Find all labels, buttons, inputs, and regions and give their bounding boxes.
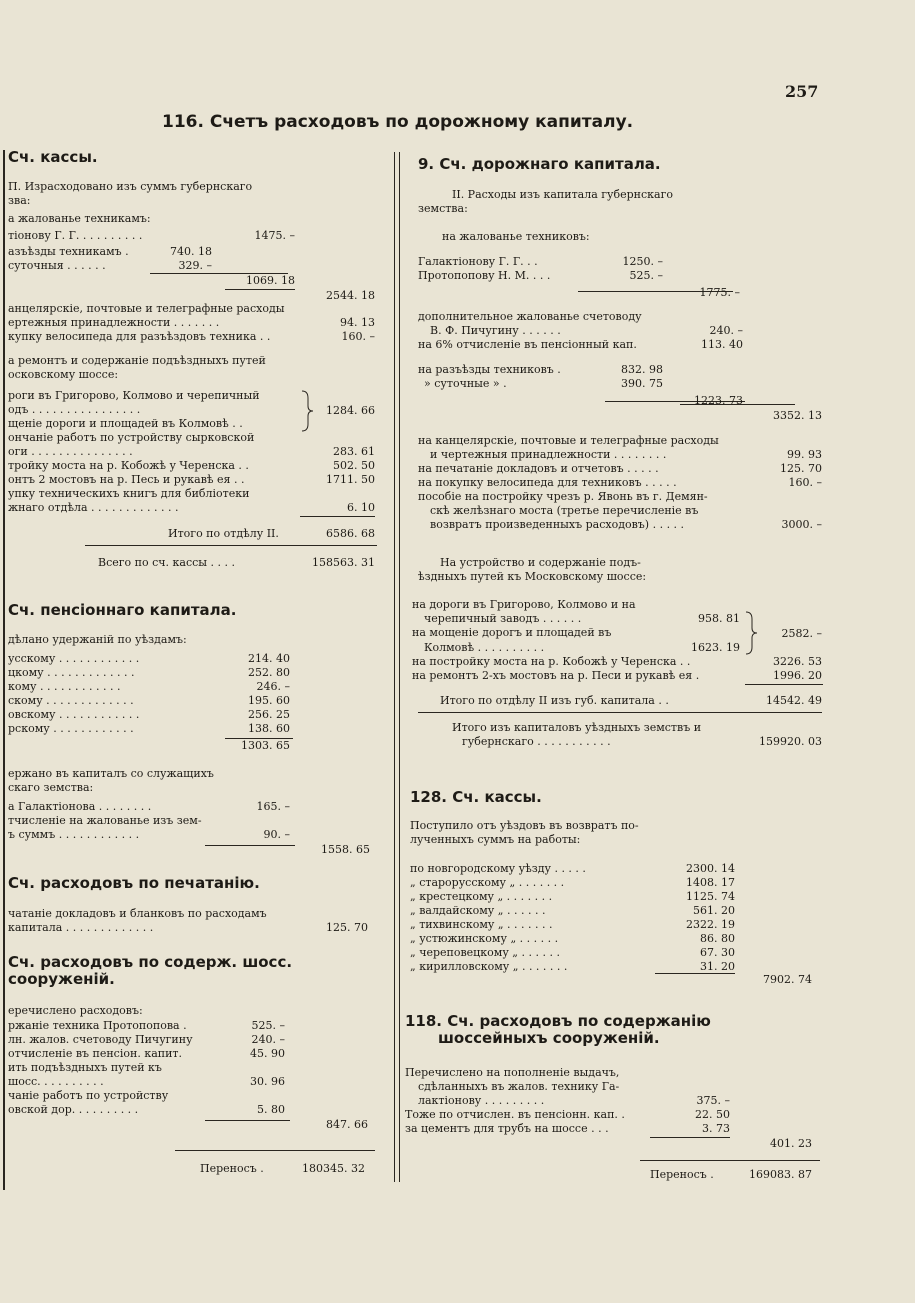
text-line: сдѣланныхъ въ жалов. технику Га-	[418, 1080, 620, 1093]
list-item-label: „ старорусскому „ . . . . . . .	[410, 876, 565, 889]
ledger-value: 1711. 50	[326, 473, 375, 486]
ledger-value: 1069. 18	[246, 274, 295, 287]
carry-label: Переносъ .	[650, 1168, 714, 1181]
total-value: 158563. 31	[312, 556, 375, 569]
text-line: пособіе на постройку чрезъ р. Явонь въ г. Демян-	[418, 490, 708, 503]
total-label: Всего по сч. кассы . . . .	[98, 556, 235, 569]
text-line: на мощеніе дорогъ и площадей въ	[412, 626, 612, 639]
sum-rule	[655, 973, 735, 974]
ledger-label: ржаніе техника Протопопова .	[8, 1019, 187, 1032]
section-head: Сч. расходовъ по печатанію.	[8, 874, 260, 892]
ledger-value: 5. 80	[257, 1103, 285, 1116]
ledger-label: на постройку моста на р. Кобожѣ у Черенска . .	[412, 655, 691, 668]
list-item-value: 561. 20	[693, 904, 735, 917]
list-item-value: 1408. 17	[686, 876, 735, 889]
sum-rule	[225, 289, 295, 290]
ledger-label: и чертежныя принадлежности . . . . . . . .	[430, 448, 667, 461]
section-head: сооруженій.	[8, 970, 115, 988]
text-line: роги въ Григорово, Колмово и черепичный	[8, 389, 260, 402]
ledger-value: 240. –	[251, 1033, 285, 1046]
column-divider	[394, 152, 395, 1182]
section-head: 118. Сч. расходовъ по содержанію	[405, 1012, 711, 1030]
list-item-value: 138. 60	[248, 722, 290, 735]
ledger-value: 1475. –	[254, 229, 295, 242]
ledger-label: за цементъ для трубъ на шоссе . . .	[405, 1122, 609, 1135]
ledger-value: 90. –	[263, 828, 290, 841]
ledger-label: лн. жалов. счетоводу Пичугину	[8, 1033, 193, 1046]
text-line: Перечислено на пополненіе выдачъ,	[405, 1066, 620, 1079]
ledger-label: Протопопову Н. М. . . .	[418, 269, 551, 282]
ledger-value: 958. 81	[698, 612, 740, 625]
section-head: 9. Сч. дорожнаго капитала.	[418, 155, 661, 173]
ledger-label: шосс. . . . . . . . . .	[8, 1075, 104, 1088]
total-label: губернскаго . . . . . . . . . . .	[462, 735, 611, 748]
ledger-label: жнаго отдѣла . . . . . . . . . . . . .	[8, 501, 179, 514]
ledger-value: 1775. –	[699, 286, 740, 299]
subtotal-label: Итого по отдѣлу II изъ губ. капитала . .	[440, 694, 669, 707]
list-item-label: „ устюжинскому „ . . . . . .	[410, 932, 559, 945]
subtotal-value: 6586. 68	[326, 527, 375, 540]
text-line: на жалованье техниковъ:	[442, 230, 590, 243]
list-item-label: кому . . . . . . . . . . . .	[8, 680, 121, 693]
text-line: скаго земства:	[8, 781, 94, 794]
ledger-label: Тоже по отчислен. въ пенсіонн. кап. .	[405, 1108, 625, 1121]
sum-rule	[300, 516, 375, 517]
text-line: осковскому шоссе:	[8, 368, 119, 381]
ledger-value: 1558. 65	[321, 843, 370, 856]
ledger-value: 525. –	[251, 1019, 285, 1032]
section-head: 128. Сч. кассы.	[410, 788, 542, 806]
list-item-label: по новгородскому уѣзду . . . . .	[410, 862, 586, 875]
carry-label: Переносъ .	[200, 1162, 264, 1175]
section-head: Сч. пенсіоннаго капитала.	[8, 601, 237, 619]
ledger-label: онтъ 2 мостовъ на р. Песь и рукавѣ ея . .	[8, 473, 245, 486]
total-value: 401. 23	[770, 1137, 812, 1150]
section-head: Сч. кассы.	[8, 148, 98, 166]
section-head: шоссейныхъ сооруженій.	[438, 1029, 660, 1047]
ledger-label: ертежныя принадлежности . . . . . . .	[8, 316, 220, 329]
ledger-value: 1996. 20	[773, 669, 822, 682]
ledger-label: отчисленіе въ пенсіон. капит.	[8, 1047, 182, 1060]
sum-rule	[85, 545, 377, 546]
ledger-label: суточныя . . . . . .	[8, 259, 106, 272]
list-item-label: „ тихвинскому „ . . . . . . .	[410, 918, 553, 931]
ledger-value: 329. –	[178, 259, 212, 272]
text-line: ѣздныхъ путей къ Московскому шоссе:	[418, 570, 647, 583]
list-item-value: 1125. 74	[686, 890, 735, 903]
page-left-edge	[3, 150, 5, 1190]
list-item-label: усскому . . . . . . . . . . . .	[8, 652, 140, 665]
text-line: земства:	[418, 202, 468, 215]
text-line: Поступило отъ уѣздовъ въ возвратъ по-	[410, 819, 639, 832]
ledger-value: 125. 70	[780, 462, 822, 475]
sum-rule	[205, 845, 295, 846]
ledger-value: 3000. –	[781, 518, 822, 531]
ledger-value: 160. –	[788, 476, 822, 489]
text-line: ить подъѣздныхъ путей къ	[8, 1061, 162, 1074]
text-line: лученныхъ суммъ на работы:	[410, 833, 581, 846]
ledger-label: тройку моста на р. Кобожѣ у Черенска . .	[8, 459, 249, 472]
text-line: зва:	[8, 194, 31, 207]
sum-rule	[680, 404, 795, 405]
ledger-value: 160. –	[341, 330, 375, 343]
text-line: II. Расходы изъ капитала губернскаго	[452, 188, 673, 201]
text-line: одъ . . . . . . . . . . . . . . . .	[8, 403, 141, 416]
list-item-value: 2300. 14	[686, 862, 735, 875]
ledger-value: 30. 96	[250, 1075, 285, 1088]
text-line: на дороги въ Григорово, Колмово и на	[412, 598, 636, 611]
total-value: 7902. 74	[763, 973, 812, 986]
ledger-value: 99. 93	[787, 448, 822, 461]
list-item-value: 256. 25	[248, 708, 290, 721]
list-item-value: 252. 80	[248, 666, 290, 679]
ledger-value: 1250. –	[622, 255, 663, 268]
ledger-value: 6. 10	[347, 501, 375, 514]
text-line: еречислено расходовъ:	[8, 1004, 143, 1017]
ledger-value: 3226. 53	[773, 655, 822, 668]
list-item-value: 195. 60	[248, 694, 290, 707]
ledger-label: возвратъ произведенныхъ расходовъ) . . . . .	[430, 518, 685, 531]
page-number: 257	[785, 82, 819, 101]
carry-value: 169083. 87	[749, 1168, 812, 1181]
ledger-label: оги . . . . . . . . . . . . . . .	[8, 445, 133, 458]
text-line: дѣлано удержаній по уѣздамъ:	[8, 633, 187, 646]
ledger-value: 45. 90	[250, 1047, 285, 1060]
section-head: Сч. расходовъ по содерж. шосс.	[8, 953, 293, 971]
ledger-value: 375. –	[696, 1094, 730, 1107]
sum-rule	[745, 684, 823, 685]
ledger-label: черепичный заводъ . . . . . .	[424, 612, 582, 625]
ledger-value: 240. –	[709, 324, 743, 337]
ledger-label: на разъѣзды техниковъ .	[418, 363, 561, 376]
text-line: П. Израсходовано изъ суммъ губернскаго	[8, 180, 253, 193]
subtotal-value: 14542. 49	[766, 694, 822, 707]
text-line: упку техническихъ книгъ для библіотеки	[8, 487, 250, 500]
ledger-value: 113. 40	[701, 338, 743, 351]
ledger-label: тіонову Г. Г. . . . . . . . . .	[8, 229, 143, 242]
page-title: 116. Счетъ расходовъ по дорожному капиталу.	[162, 112, 634, 132]
ledger-value: 740. 18	[170, 245, 212, 258]
ledger-label: азъѣзды техникамъ .	[8, 245, 129, 258]
ledger-value: 165. –	[256, 800, 290, 813]
ledger-value: 847. 66	[326, 1118, 368, 1131]
sum-rule	[205, 1120, 290, 1121]
list-item-label: скому . . . . . . . . . . . . .	[8, 694, 134, 707]
ledger-label: капитала . . . . . . . . . . . . .	[8, 921, 154, 934]
text-line: а ремонтъ и содержаніе подъѣздныхъ путей	[8, 354, 266, 367]
text-line: щеніе дороги и площадей въ Колмовѣ . .	[8, 417, 243, 430]
ledger-value: 22. 50	[695, 1108, 730, 1121]
text-line: анцелярскіе, почтовые и телеграфные расходы	[8, 302, 285, 315]
subtotal-label: Итого по отдѣлу II.	[168, 527, 279, 540]
ledger-value: 1623. 19	[691, 641, 740, 654]
list-item-value: 31. 20	[700, 960, 735, 973]
list-item-label: цкому . . . . . . . . . . . . .	[8, 666, 135, 679]
list-item-label: рскому . . . . . . . . . . . .	[8, 722, 134, 735]
ledger-value: 1303. 65	[241, 739, 290, 752]
text-line: дополнительное жалованье счетоводу	[418, 310, 642, 323]
text-line: тчисленіе на жалованье изъ зем-	[8, 814, 202, 827]
ledger-value: 502. 50	[333, 459, 375, 472]
ledger-label: Колмовѣ . . . . . . . . . .	[424, 641, 545, 654]
ledger-label: » суточные » .	[424, 377, 507, 390]
ledger-value: 2582. –	[781, 627, 822, 640]
ledger-value: 390. 75	[621, 377, 663, 390]
ledger-value: 1284. 66	[326, 404, 375, 417]
list-item-value: 2322. 19	[686, 918, 735, 931]
ledger-value: 525. –	[629, 269, 663, 282]
text-line: На устройство и содержаніе подъ-	[440, 556, 641, 569]
column-divider	[399, 152, 400, 1182]
ledger-label: лактіонову . . . . . . . . .	[418, 1094, 545, 1107]
sum-rule	[418, 712, 822, 713]
sum-rule	[650, 1137, 730, 1138]
ledger-value: 3. 73	[702, 1122, 730, 1135]
ledger-value: 832. 98	[621, 363, 663, 376]
total-value: 159920. 03	[759, 735, 822, 748]
sum-rule	[640, 1160, 820, 1161]
text-line: на канцелярскіе, почтовые и телеграфные расходы	[418, 434, 719, 447]
ledger-value: 283. 61	[333, 445, 375, 458]
list-item-value: 246. –	[256, 680, 290, 693]
carry-value: 180345. 32	[302, 1162, 365, 1175]
ledger-value: 3352. 13	[773, 409, 822, 422]
list-item-label: „ череповецкому „ . . . . . .	[410, 946, 560, 959]
text-line: чаніе работъ по устройству	[8, 1089, 169, 1102]
list-item-label: овскому . . . . . . . . . . . .	[8, 708, 140, 721]
list-item-label: „ кирилловскому „ . . . . . . .	[410, 960, 568, 973]
ledger-value: 94. 13	[340, 316, 375, 329]
ledger-label: овской дор. . . . . . . . . .	[8, 1103, 139, 1116]
ledger-label: а Галактіонова . . . . . . . .	[8, 800, 152, 813]
text-line: а жалованье техникамъ:	[8, 212, 151, 225]
text-line: чатаніе докладовъ и бланковъ по расходамъ	[8, 907, 267, 920]
text-line: скѣ желѣзнаго моста (третье перечисленіе въ	[430, 504, 699, 517]
ledger-label: на ремонтъ 2-хъ мостовъ на р. Песи и рукавѣ ея .	[412, 669, 700, 682]
total-label: Итого изъ капиталовъ уѣздныхъ земствъ и	[452, 721, 702, 734]
ledger-value: 125. 70	[326, 921, 368, 934]
text-line: ончаніе работъ по устройству сырковской	[8, 431, 255, 444]
list-item-label: „ крестецкому „ . . . . . . .	[410, 890, 553, 903]
list-item-value: 86. 80	[700, 932, 735, 945]
ledger-label: на печатаніе докладовъ и отчетовъ . . . . .	[418, 462, 659, 475]
ledger-label: В. Ф. Пичугину . . . . . .	[430, 324, 561, 337]
list-item-value: 67. 30	[700, 946, 735, 959]
ledger-label: купку велосипеда для разъѣздовъ техника . .	[8, 330, 271, 343]
ledger-value: 2544. 18	[326, 289, 375, 302]
ledger-label: ъ суммъ . . . . . . . . . . . .	[8, 828, 140, 841]
ledger-value: 1223. 73	[694, 394, 743, 407]
ledger-label: на 6% отчисленіе въ пенсіонный кап.	[418, 338, 637, 351]
list-item-value: 214. 40	[248, 652, 290, 665]
list-item-label: „ валдайскому „ . . . . . .	[410, 904, 546, 917]
ledger-label: на покупку велосипеда для техниковъ . . . . .	[418, 476, 677, 489]
ledger-label: Галактіонову Г. Г. . .	[418, 255, 538, 268]
text-line: ержано въ капиталъ со служащихъ	[8, 767, 214, 780]
sum-rule	[175, 1150, 375, 1151]
